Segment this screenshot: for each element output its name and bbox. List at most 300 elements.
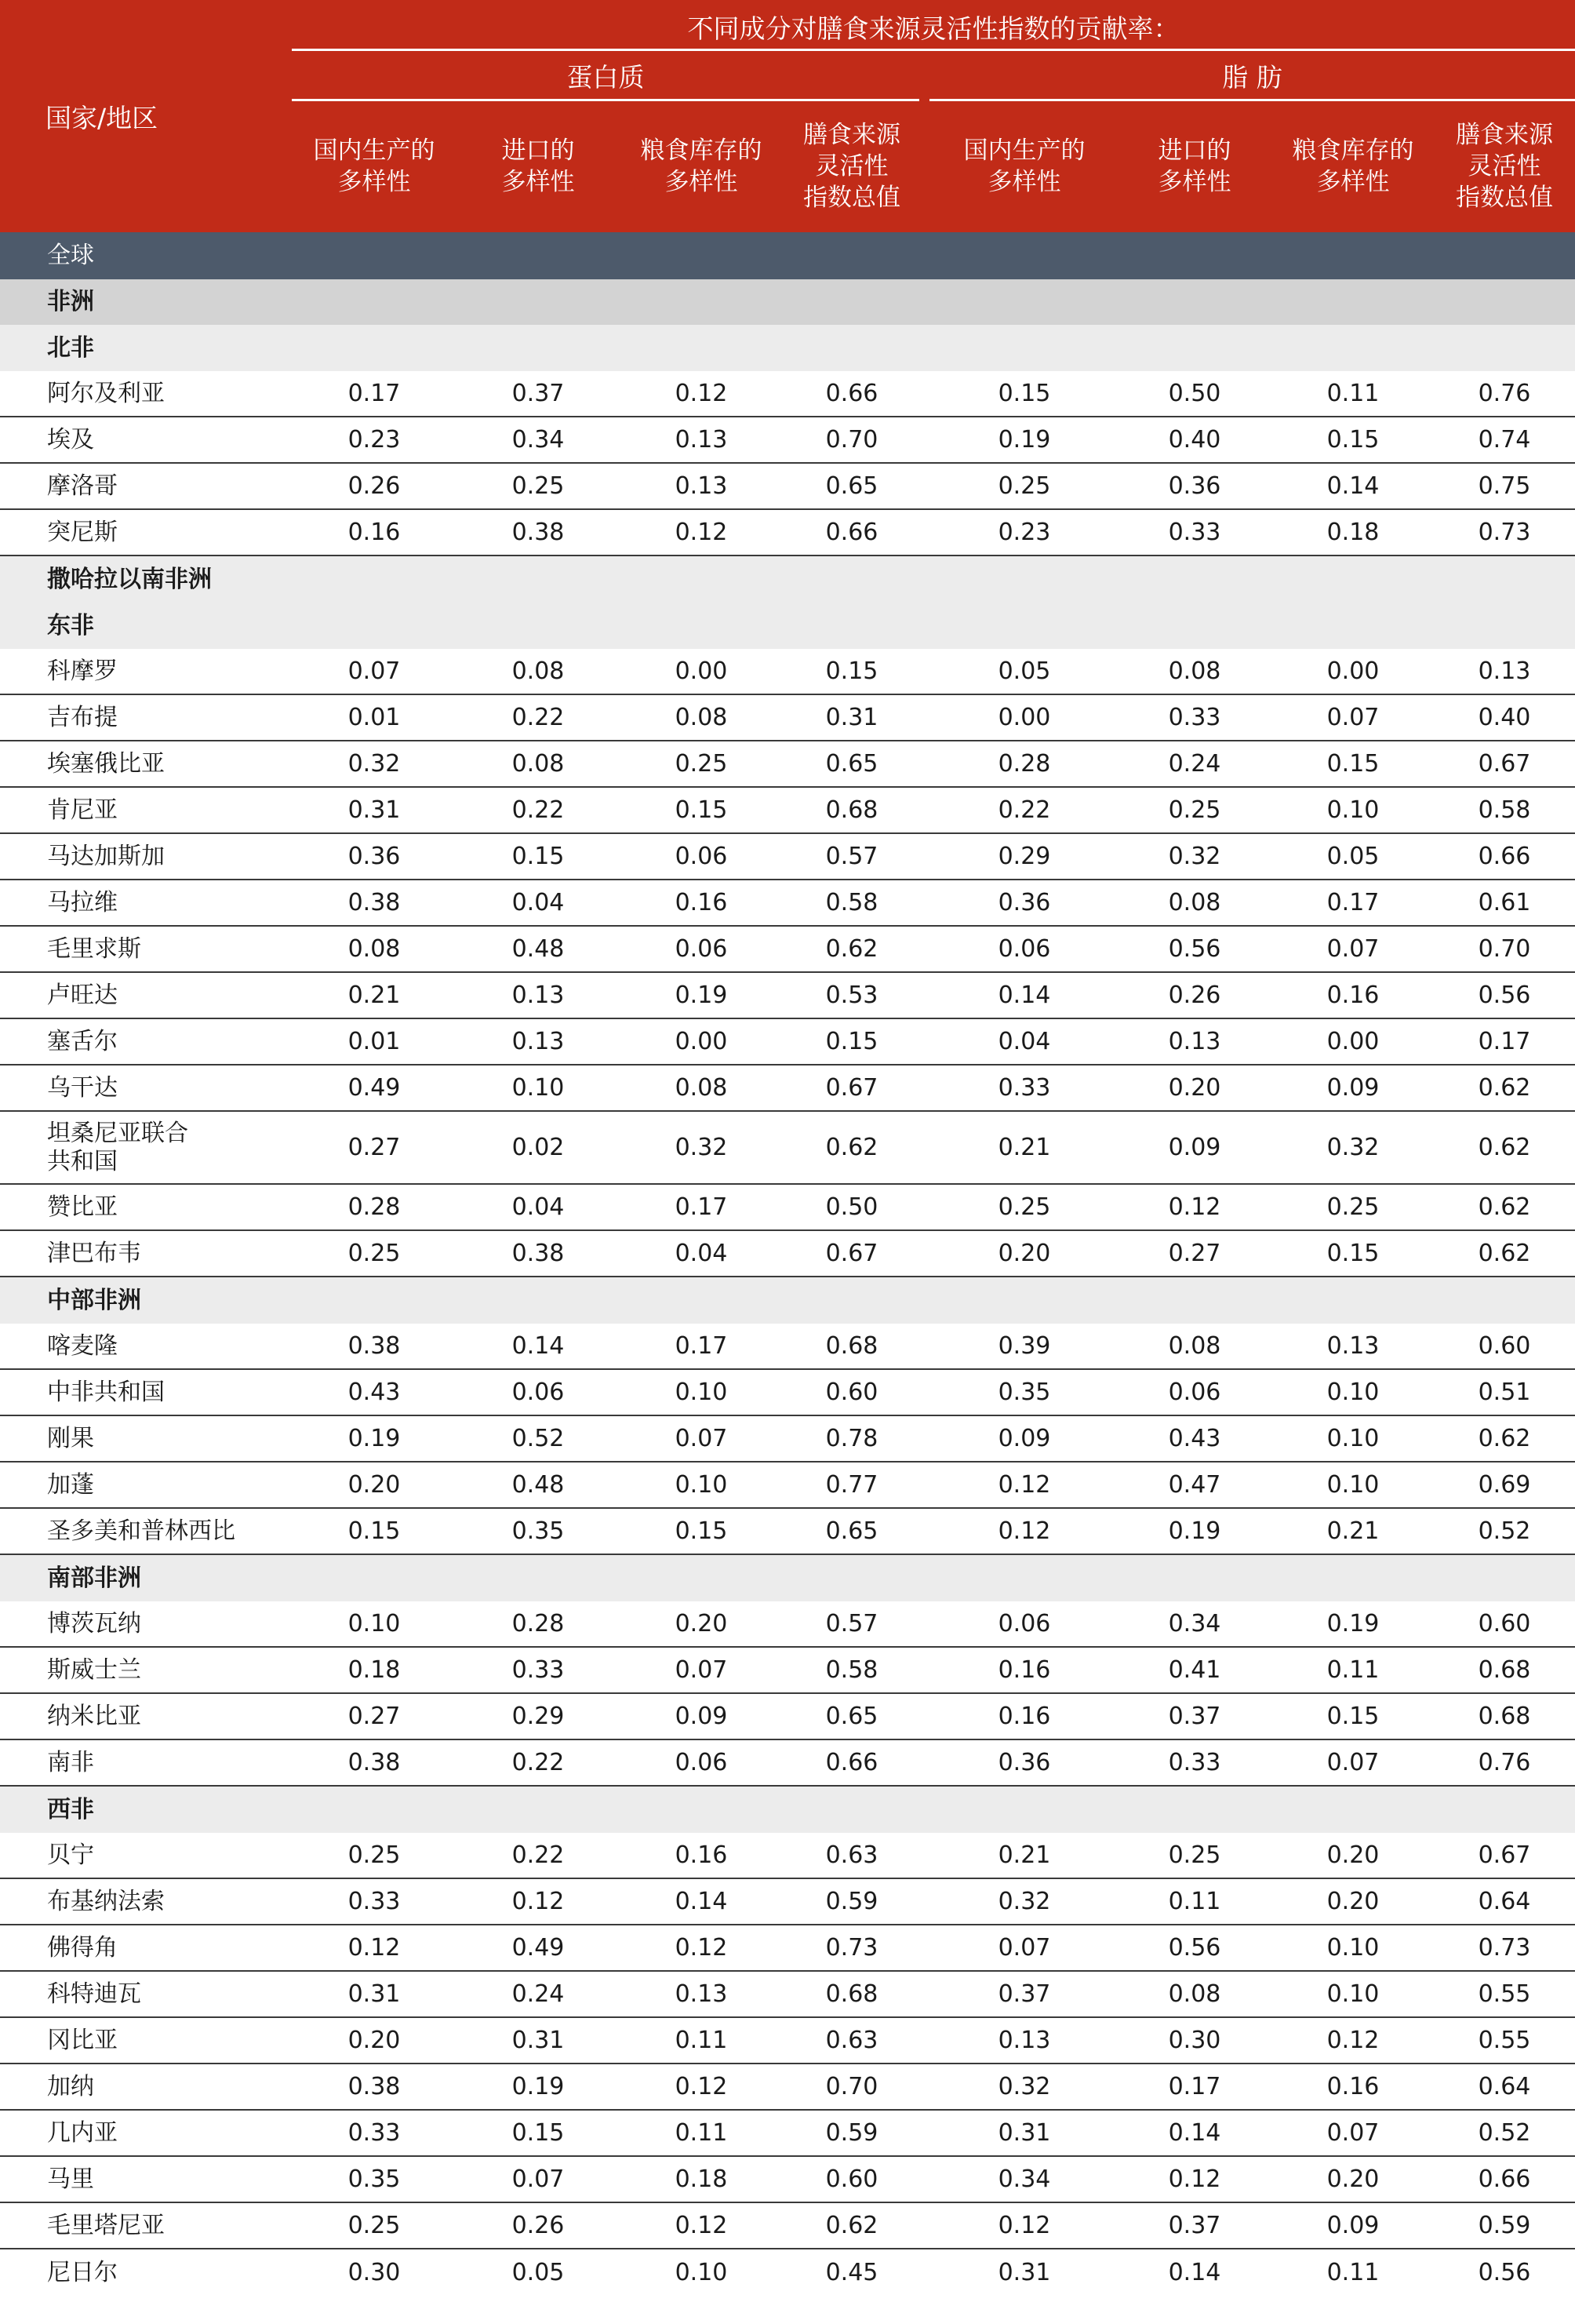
value-cell: 0.35: [511, 1517, 565, 1545]
value-cell: 0.37: [998, 1980, 1051, 2008]
value-cell: 0.68: [1478, 1703, 1531, 1730]
table-row: [0, 417, 1575, 464]
global-row: [0, 232, 1575, 279]
value-cell: 0.58: [825, 889, 878, 916]
table-row: [0, 1509, 1575, 1555]
table-row: [0, 2111, 1575, 2157]
sub-header-protein-import: 进口的 多样性: [501, 137, 575, 196]
value-cell: 0.34: [998, 2166, 1051, 2193]
country-name: 科特迪瓦: [47, 1980, 141, 2008]
value-cell: 0.04: [998, 1028, 1051, 1055]
value-cell: 0.15: [1326, 426, 1380, 454]
value-cell: 0.45: [825, 2259, 878, 2286]
table-row: [0, 1601, 1575, 1648]
value-cell: 0.60: [825, 2166, 878, 2193]
value-cell: 0.09: [1326, 1074, 1380, 1102]
value-cell: 0.19: [675, 982, 728, 1009]
sub-header-fat-total: 膳食来源 灵活性 指数总值: [1456, 121, 1553, 212]
table-row: [0, 788, 1575, 834]
value-cell: 0.66: [825, 1749, 878, 1776]
value-cell: 0.15: [511, 2119, 565, 2147]
value-cell: 0.60: [1478, 1610, 1531, 1637]
value-cell: 0.60: [1478, 1332, 1531, 1360]
value-cell: 0.16: [998, 1703, 1051, 1730]
subregion-row: [0, 1277, 1575, 1324]
table-row: [0, 1065, 1575, 1112]
fat-group-header: 脂 肪: [1222, 61, 1282, 93]
table-row: [0, 927, 1575, 973]
value-cell: 0.06: [675, 935, 728, 963]
table-row: [0, 1370, 1575, 1416]
value-cell: 0.35: [998, 1379, 1051, 1406]
value-cell: 0.07: [1326, 704, 1380, 731]
value-cell: 0.28: [511, 1610, 565, 1637]
value-cell: 0.30: [1168, 2027, 1221, 2054]
value-cell: 0.75: [1478, 472, 1531, 500]
value-cell: 0.22: [511, 1841, 565, 1869]
value-cell: 0.19: [1168, 1517, 1221, 1545]
value-cell: 0.07: [1326, 2119, 1380, 2147]
value-cell: 0.11: [675, 2027, 728, 2054]
subregion-label: 撒哈拉以南非洲: [47, 565, 212, 593]
country-name: 马达加斯加: [47, 842, 165, 870]
value-cell: 0.73: [1478, 519, 1531, 546]
value-cell: 0.25: [1326, 1193, 1380, 1221]
value-cell: 0.48: [511, 935, 565, 963]
value-cell: 0.06: [998, 1610, 1051, 1637]
country-name: 科摩罗: [47, 657, 118, 685]
value-cell: 0.31: [998, 2119, 1051, 2147]
value-cell: 0.20: [1326, 1888, 1380, 1915]
value-cell: 0.25: [347, 1240, 401, 1267]
value-cell: 0.13: [1478, 657, 1531, 685]
value-cell: 0.12: [675, 2212, 728, 2239]
country-name: 加纳: [47, 2072, 94, 2100]
value-cell: 0.16: [1326, 982, 1380, 1009]
value-cell: 0.20: [347, 2027, 401, 2054]
country-name: 马里: [47, 2165, 94, 2193]
value-cell: 0.05: [998, 657, 1051, 685]
subregion-label: 中部非洲: [47, 1286, 141, 1314]
value-cell: 0.02: [511, 1134, 565, 1161]
table-row: [0, 2018, 1575, 2064]
country-name: 吉布提: [47, 703, 118, 731]
value-cell: 0.43: [347, 1379, 401, 1406]
value-cell: 0.62: [1478, 1074, 1531, 1102]
table-row: [0, 1416, 1575, 1463]
value-cell: 0.10: [1326, 1471, 1380, 1499]
table-row: [0, 464, 1575, 510]
value-cell: 0.73: [825, 1934, 878, 1962]
table-row: [0, 510, 1575, 556]
value-cell: 0.13: [675, 1980, 728, 2008]
value-cell: 0.76: [1478, 380, 1531, 407]
value-cell: 0.15: [511, 843, 565, 870]
value-cell: 0.36: [347, 843, 401, 870]
table-row: [0, 973, 1575, 1019]
value-cell: 0.65: [825, 1703, 878, 1730]
value-cell: 0.68: [825, 1980, 878, 2008]
table-row: [0, 880, 1575, 927]
value-cell: 0.59: [825, 2119, 878, 2147]
value-cell: 0.26: [1168, 982, 1221, 1009]
value-cell: 0.66: [1478, 2166, 1531, 2193]
country-name: 中非共和国: [47, 1378, 165, 1406]
table-row: [0, 1925, 1575, 1972]
value-cell: 0.11: [1168, 1888, 1221, 1915]
country-name: 肯尼亚: [47, 796, 118, 824]
sub-header-protein-total: 膳食来源 灵活性 指数总值: [803, 121, 900, 212]
value-cell: 0.15: [998, 380, 1051, 407]
value-cell: 0.24: [511, 1980, 565, 2008]
subregion-row: [0, 325, 1575, 371]
value-cell: 0.00: [1326, 657, 1380, 685]
value-cell: 0.56: [1478, 2259, 1531, 2286]
country-name: 埃塞俄比亚: [47, 749, 165, 778]
value-cell: 0.17: [1326, 889, 1380, 916]
subregion-row: [0, 1787, 1575, 1833]
value-cell: 0.14: [1326, 472, 1380, 500]
value-cell: 0.34: [511, 426, 565, 454]
subregion-row: [0, 1555, 1575, 1601]
value-cell: 0.25: [347, 2212, 401, 2239]
region-label: 非洲: [47, 288, 94, 315]
value-cell: 0.12: [1168, 2166, 1221, 2193]
sub-header-fat-import: 进口的 多样性: [1158, 137, 1231, 196]
value-cell: 0.38: [511, 1240, 565, 1267]
value-cell: 0.07: [998, 1934, 1051, 1962]
value-cell: 0.29: [511, 1703, 565, 1730]
region-row: [0, 279, 1575, 325]
value-cell: 0.16: [347, 519, 401, 546]
value-cell: 0.31: [998, 2259, 1051, 2286]
country-name: 加蓬: [47, 1470, 94, 1499]
value-cell: 0.06: [675, 843, 728, 870]
value-cell: 0.38: [511, 519, 565, 546]
value-cell: 0.13: [998, 2027, 1051, 2054]
value-cell: 0.15: [1326, 1703, 1380, 1730]
value-cell: 0.65: [825, 1517, 878, 1545]
country-name: 卢旺达: [47, 981, 118, 1009]
value-cell: 0.11: [675, 2119, 728, 2147]
value-cell: 0.31: [347, 796, 401, 824]
value-cell: 0.21: [347, 982, 401, 1009]
value-cell: 0.09: [998, 1425, 1051, 1452]
value-cell: 0.25: [675, 750, 728, 778]
table-header: [0, 0, 1575, 232]
value-cell: 0.12: [998, 1471, 1051, 1499]
value-cell: 0.21: [1326, 1517, 1380, 1545]
value-cell: 0.61: [1478, 889, 1531, 916]
country-name: 坦桑尼亚联合 共和国: [47, 1119, 188, 1175]
value-cell: 0.39: [998, 1332, 1051, 1360]
value-cell: 0.12: [998, 2212, 1051, 2239]
value-cell: 0.68: [1478, 1656, 1531, 1684]
table-row: [0, 1324, 1575, 1370]
value-cell: 0.12: [347, 1934, 401, 1962]
country-column-header: 国家/地区: [45, 102, 158, 133]
value-cell: 0.33: [1168, 519, 1221, 546]
value-cell: 0.07: [347, 657, 401, 685]
contribution-super-header: 不同成分对膳食来源灵活性指数的贡献率：: [687, 13, 1180, 44]
value-cell: 0.67: [825, 1240, 878, 1267]
value-cell: 0.66: [1478, 843, 1531, 870]
value-cell: 0.12: [675, 1934, 728, 1962]
table-row: [0, 834, 1575, 880]
value-cell: 0.25: [511, 472, 565, 500]
value-cell: 0.11: [1326, 380, 1380, 407]
value-cell: 0.62: [825, 935, 878, 963]
table-row: [0, 1972, 1575, 2018]
table-body: [0, 232, 1575, 2296]
value-cell: 0.14: [675, 1888, 728, 1915]
sub-header-protein-domestic: 国内生产的 多样性: [313, 137, 435, 196]
fat-group-rule: [929, 99, 1575, 101]
country-name: 纳米比亚: [47, 1702, 141, 1730]
value-cell: 0.50: [1168, 380, 1221, 407]
value-cell: 0.32: [1326, 1134, 1380, 1161]
value-cell: 0.00: [675, 657, 728, 685]
value-cell: 0.19: [347, 1425, 401, 1452]
value-cell: 0.10: [1326, 1934, 1380, 1962]
value-cell: 0.33: [1168, 1749, 1221, 1776]
country-name: 几内亚: [47, 2118, 118, 2147]
value-cell: 0.00: [998, 704, 1051, 731]
value-cell: 0.33: [347, 2119, 401, 2147]
value-cell: 0.16: [675, 889, 728, 916]
table-row: [0, 1694, 1575, 1740]
value-cell: 0.62: [1478, 1193, 1531, 1221]
value-cell: 0.33: [998, 1074, 1051, 1102]
value-cell: 0.12: [1168, 1193, 1221, 1221]
value-cell: 0.36: [998, 889, 1051, 916]
value-cell: 0.12: [675, 380, 728, 407]
value-cell: 0.22: [998, 796, 1051, 824]
value-cell: 0.62: [825, 2212, 878, 2239]
country-name: 贝宁: [47, 1841, 94, 1869]
value-cell: 0.65: [825, 750, 878, 778]
country-name: 毛里求斯: [47, 934, 141, 963]
country-name: 南非: [47, 1748, 94, 1776]
table-row: [0, 1019, 1575, 1065]
country-name: 尼日尔: [47, 2258, 118, 2286]
value-cell: 0.32: [1168, 843, 1221, 870]
value-cell: 0.24: [1168, 750, 1221, 778]
value-cell: 0.12: [675, 2073, 728, 2100]
value-cell: 0.08: [347, 935, 401, 963]
sub-header-protein-stock: 粮食库存的 多样性: [640, 137, 762, 196]
value-cell: 0.09: [675, 1703, 728, 1730]
value-cell: 0.37: [1168, 2212, 1221, 2239]
table-row: [0, 1648, 1575, 1694]
value-cell: 0.31: [347, 1980, 401, 2008]
global-label: 全球: [47, 242, 94, 269]
value-cell: 0.13: [675, 426, 728, 454]
value-cell: 0.10: [675, 1471, 728, 1499]
country-name: 塞舌尔: [47, 1027, 118, 1055]
value-cell: 0.63: [825, 1841, 878, 1869]
value-cell: 0.32: [998, 2073, 1051, 2100]
value-cell: 0.67: [1478, 750, 1531, 778]
table-row: [0, 1463, 1575, 1509]
value-cell: 0.12: [1326, 2027, 1380, 2054]
value-cell: 0.27: [1168, 1240, 1221, 1267]
value-cell: 0.20: [1326, 2166, 1380, 2193]
value-cell: 0.11: [1326, 1656, 1380, 1684]
value-cell: 0.28: [347, 1193, 401, 1221]
value-cell: 0.70: [825, 426, 878, 454]
value-cell: 0.56: [1168, 935, 1221, 963]
value-cell: 0.16: [998, 1656, 1051, 1684]
value-cell: 0.41: [1168, 1656, 1221, 1684]
country-name: 毛里塔尼亚: [47, 2211, 165, 2239]
value-cell: 0.37: [511, 380, 565, 407]
subregion-row: [0, 603, 1575, 649]
value-cell: 0.59: [825, 1888, 878, 1915]
value-cell: 0.18: [1326, 519, 1380, 546]
value-cell: 0.14: [1168, 2119, 1221, 2147]
value-cell: 0.13: [675, 472, 728, 500]
value-cell: 0.67: [1478, 1841, 1531, 1869]
value-cell: 0.23: [347, 426, 401, 454]
value-cell: 0.08: [1168, 889, 1221, 916]
value-cell: 0.16: [675, 1841, 728, 1869]
value-cell: 0.08: [1168, 1332, 1221, 1360]
value-cell: 0.10: [1326, 1425, 1380, 1452]
value-cell: 0.25: [998, 472, 1051, 500]
value-cell: 0.30: [347, 2259, 401, 2286]
value-cell: 0.05: [511, 2259, 565, 2286]
value-cell: 0.25: [347, 1841, 401, 1869]
country-name: 津巴布韦: [47, 1239, 141, 1267]
value-cell: 0.08: [675, 704, 728, 731]
table-row: [0, 2249, 1575, 2296]
value-cell: 0.38: [347, 1332, 401, 1360]
value-cell: 0.04: [511, 889, 565, 916]
value-cell: 0.07: [675, 1656, 728, 1684]
value-cell: 0.22: [511, 1749, 565, 1776]
country-name: 布基纳法索: [47, 1887, 165, 1915]
value-cell: 0.13: [511, 1028, 565, 1055]
subregion-label: 北非: [47, 333, 94, 362]
value-cell: 0.25: [1168, 796, 1221, 824]
value-cell: 0.13: [511, 982, 565, 1009]
value-cell: 0.52: [1478, 1517, 1531, 1545]
value-cell: 0.10: [1326, 1379, 1380, 1406]
value-cell: 0.77: [825, 1471, 878, 1499]
country-name: 佛得角: [47, 1933, 118, 1962]
value-cell: 0.73: [1478, 1934, 1531, 1962]
value-cell: 0.10: [675, 2259, 728, 2286]
country-name: 圣多美和普林西比: [47, 1517, 235, 1545]
value-cell: 0.68: [825, 796, 878, 824]
value-cell: 0.08: [675, 1074, 728, 1102]
value-cell: 0.56: [1478, 982, 1531, 1009]
value-cell: 0.58: [1478, 796, 1531, 824]
value-cell: 0.47: [1168, 1471, 1221, 1499]
value-cell: 0.76: [1478, 1749, 1531, 1776]
value-cell: 0.35: [347, 2166, 401, 2193]
value-cell: 0.06: [998, 935, 1051, 963]
value-cell: 0.65: [825, 472, 878, 500]
value-cell: 0.21: [998, 1134, 1051, 1161]
super-header-rule: [292, 49, 1575, 51]
value-cell: 0.17: [347, 380, 401, 407]
value-cell: 0.12: [998, 1517, 1051, 1545]
value-cell: 0.62: [825, 1134, 878, 1161]
table-row: [0, 695, 1575, 741]
value-cell: 0.13: [1326, 1332, 1380, 1360]
country-name: 喀麦隆: [47, 1331, 118, 1360]
value-cell: 0.52: [511, 1425, 565, 1452]
country-name: 赞比亚: [47, 1193, 118, 1221]
table-row: [0, 371, 1575, 417]
table-row: [0, 1833, 1575, 1879]
value-cell: 0.22: [511, 704, 565, 731]
subregion-label: 南部非洲: [47, 1564, 141, 1592]
value-cell: 0.38: [347, 1749, 401, 1776]
table-row: [0, 741, 1575, 788]
value-cell: 0.15: [825, 1028, 878, 1055]
value-cell: 0.66: [825, 380, 878, 407]
value-cell: 0.10: [675, 1379, 728, 1406]
value-cell: 0.74: [1478, 426, 1531, 454]
value-cell: 0.62: [1478, 1134, 1531, 1161]
value-cell: 0.40: [1478, 704, 1531, 731]
value-cell: 0.32: [675, 1134, 728, 1161]
protein-group-header: 蛋白质: [566, 61, 645, 93]
value-cell: 0.00: [675, 1028, 728, 1055]
value-cell: 0.19: [511, 2073, 565, 2100]
value-cell: 0.25: [1168, 1841, 1221, 1869]
value-cell: 0.17: [1168, 2073, 1221, 2100]
value-cell: 0.57: [825, 843, 878, 870]
country-name: 刚果: [47, 1424, 94, 1452]
value-cell: 0.16: [1326, 2073, 1380, 2100]
value-cell: 0.38: [347, 2073, 401, 2100]
value-cell: 0.15: [675, 1517, 728, 1545]
value-cell: 0.70: [825, 2073, 878, 2100]
table-row: [0, 649, 1575, 695]
value-cell: 0.15: [1326, 1240, 1380, 1267]
value-cell: 0.20: [675, 1610, 728, 1637]
table-row: [0, 2203, 1575, 2249]
value-cell: 0.13: [1168, 1028, 1221, 1055]
value-cell: 0.19: [998, 426, 1051, 454]
country-name: 冈比亚: [47, 2026, 118, 2054]
value-cell: 0.07: [511, 2166, 565, 2193]
country-name: 阿尔及利亚: [47, 379, 165, 407]
table-row: [0, 1112, 1575, 1185]
table-row: [0, 2064, 1575, 2111]
country-name: 摩洛哥: [47, 472, 118, 500]
value-cell: 0.62: [1478, 1240, 1531, 1267]
sub-header-fat-domestic: 国内生产的 多样性: [963, 137, 1086, 196]
value-cell: 0.23: [998, 519, 1051, 546]
value-cell: 0.20: [998, 1240, 1051, 1267]
country-name: 马拉维: [47, 888, 118, 916]
value-cell: 0.62: [1478, 1425, 1531, 1452]
value-cell: 0.17: [675, 1193, 728, 1221]
value-cell: 0.60: [825, 1379, 878, 1406]
value-cell: 0.31: [511, 2027, 565, 2054]
value-cell: 0.10: [1326, 1980, 1380, 2008]
value-cell: 0.05: [1326, 843, 1380, 870]
value-cell: 0.70: [1478, 935, 1531, 963]
value-cell: 0.08: [511, 657, 565, 685]
value-cell: 0.06: [511, 1379, 565, 1406]
value-cell: 0.14: [511, 1332, 565, 1360]
